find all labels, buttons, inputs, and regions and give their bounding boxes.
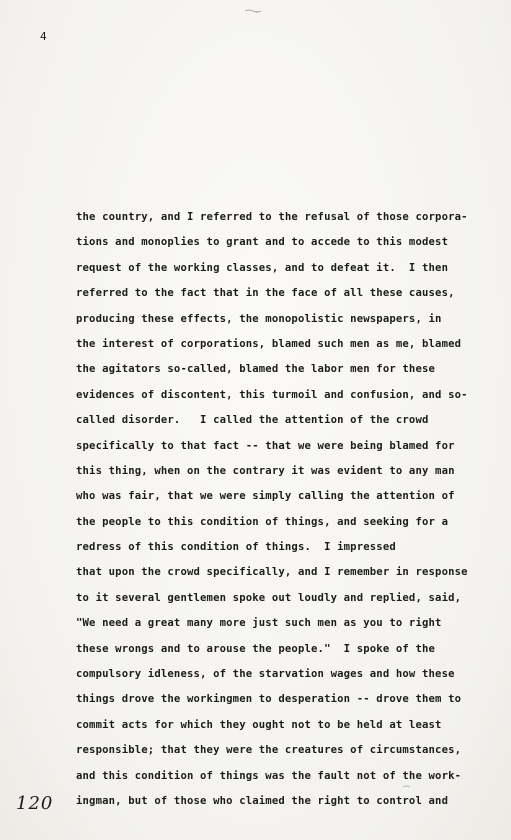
text-line: the country, and I referred to the refusal of those corpora- — [76, 211, 468, 223]
text-line: called disorder. I called the attention of the crowd — [76, 414, 429, 427]
text-line: and this condition of things was the fault not of the work- — [76, 769, 462, 782]
text-line: that upon the crowd specifically, and I remember in response — [76, 566, 468, 579]
text-line: these wrongs and to arouse the people." I spoke of the — [76, 642, 436, 655]
text-line: evidences of discontent, this turmoil and confusion, and so- — [76, 388, 468, 401]
text-line: commit acts for which they ought not to be held at least — [76, 718, 442, 731]
text-line: responsible; that they were the creatures of circumstances, — [76, 744, 462, 757]
handwritten-page-note: 120 — [16, 793, 54, 814]
ink-speck-top — [244, 8, 262, 14]
text-line: ingman, but of those who claimed the right to control and — [76, 794, 449, 807]
text-line: producing these effects, the monopolistic newspapers, in — [76, 312, 442, 325]
text-line: "We need a great many more just such men as you to right — [76, 617, 442, 630]
text-line: specifically to that fact -- that we were being blamed for — [76, 439, 455, 452]
text-line: who was fair, that we were simply calling the attention of — [76, 490, 455, 503]
ink-speck-bottom — [402, 784, 412, 789]
text-line: to it several gentlemen spoke out loudly and replied, said, — [76, 591, 462, 604]
text-line: this thing, when on the contrary it was evident to any man — [76, 464, 455, 477]
typed-body-text — [76, 205, 496, 814]
text-line: the agitators so-called, blamed the labor men for these — [76, 363, 436, 376]
text-line: request of the working classes, and to defeat it. I then — [76, 261, 449, 274]
page-number: 4 — [40, 30, 47, 43]
text-line: the interest of corporations, blamed such men as me, blamed — [76, 337, 462, 350]
text-line: things drove the workingmen to desperation -- drove them to — [76, 693, 462, 706]
text-line: referred to the fact that in the face of all these causes, — [76, 287, 455, 300]
text-line: the people to this condition of things, and seeking for a — [76, 515, 449, 528]
text-line: redress of this condition of things. I impressed — [76, 541, 396, 554]
text-line: tions and monoplies to grant and to accede to this modest — [76, 236, 449, 249]
text-line: compulsory idleness, of the starvation wages and how these — [76, 668, 455, 681]
